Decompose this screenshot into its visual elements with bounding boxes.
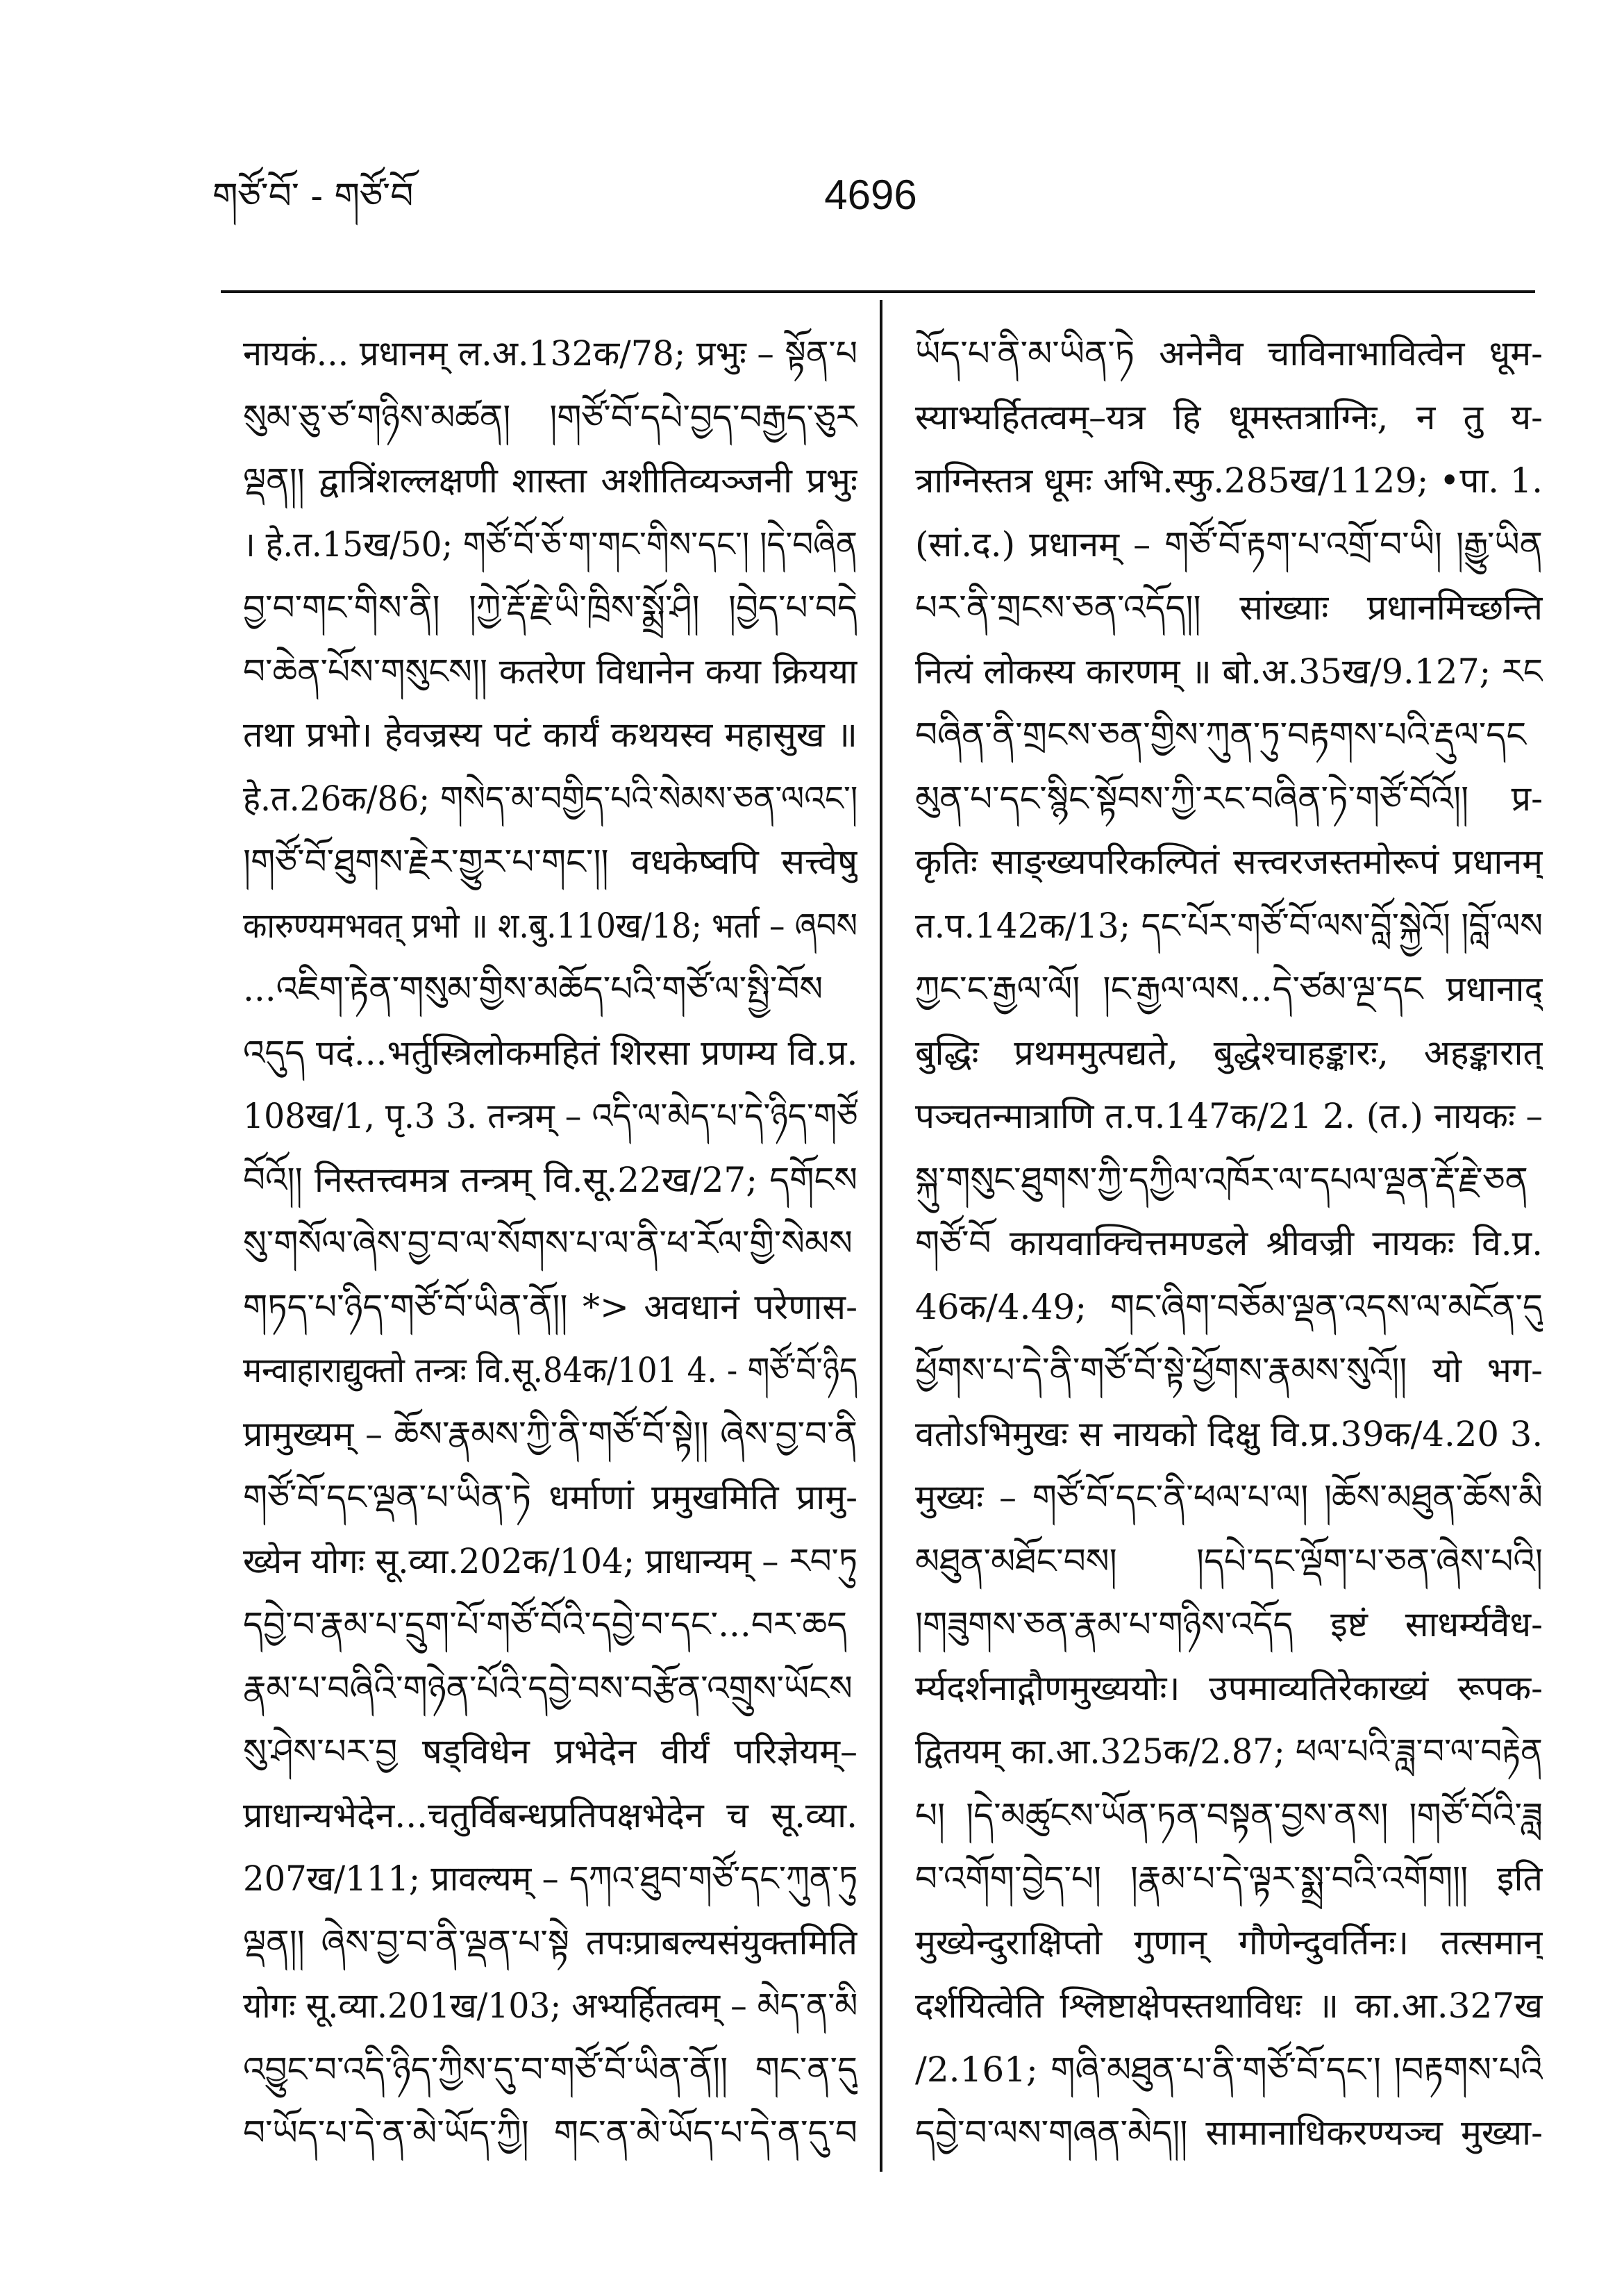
left-column-line: । हे.त.15ख/50; གཙོ་བོ་ཅོ་ག་གང་གིས་དང་། །དེ་བཞིན [243,524,857,565]
right-column-line: दर्शयित्वेति श्लिष्टाक्षेपस्तथाविधः ॥ का.आ.327ख [915,1986,1543,2026]
right-column-line: मुख्येन्दुराक्षिप्तो गुणान् गौणेन्दुवर्तिनः। तत्समान् [915,1922,1543,1963]
right-column-line: པ། །དེ་མཚུངས་ཡོན་ཏན་བསྟན་བྱས་ནས། །གཙོ་བོའི་ཟླ [915,1795,1543,1836]
right-column-line: द्वितयम् का.आ.325क/2.87; ཕལ་པའི་ཟླ་བ་ལ་བརྟེན [915,1731,1543,1772]
right-column-line: पञ्चतन्मात्राणि त.प.147क/21 2. (त.) नायकः – [915,1096,1543,1136]
left-column-line: तथा प्रभो। हेवज्रस्य पटं कार्यं कथयस्व महासुख ॥ [243,715,857,755]
running-head: གཙོ་བོ་ - གཙོ་བོ [212,176,414,217]
right-column-line: ཕྱོགས་པ་དེ་ནི་གཙོ་བོ་སྟེ་ཕྱོགས་རྣམས་སུའོ།། यो भग- [915,1350,1543,1390]
right-column-line: བ་འགོག་བྱེད་པ། །རྣམ་པ་དེ་ལྟར་སྨྲ་བའི་འགོག།། इति [915,1858,1543,1899]
left-column-line: हे.त.26क/86; གསེད་མ་བགྱིད་པའི་སེམས་ཅན་ལའང་། [243,778,857,819]
left-column-line: प्रामुख्यम् – ཆོས་རྣམས་ཀྱི་ནི་གཙོ་བོ་སྟེ།། ཞེས་བྱ་བ་ནི [243,1413,857,1454]
left-column-line: གཙོ་བོ་དང་ལྡན་པ་ཡིན་ཏེ धर्माणां प्रमुखमिति प्रामु- [243,1477,857,1517]
left-column-line: བ་ཆེན་པོས་གསུངས།། कतरेण विधानेन कया क्रियया [243,651,857,692]
left-column-line: སུམ་ཅུ་ཙ་གཉིས་མཚན། །གཙོ་བོ་དཔེ་བྱད་བརྒྱད་ཅུར [243,397,857,438]
left-column-line: ...འཇིག་རྟེན་གསུམ་གྱིས་མཆོད་པའི་གཙོ་ལ་སྤྱི་བོས [243,969,823,1009]
right-column-line: ཀྱང་ང་རྒྱལ་ལོ། །ང་རྒྱལ་ལས...དེ་ཙམ་ལྔ་དང प्रधानाद् [915,969,1543,1009]
left-column-line: སུ་ཤེས་པར་བྱ षड्विधेन प्रभेदेन वीर्यं परिज्ञेयम्– [243,1731,857,1772]
right-column-line: वतोऽभिमुखः स नायको दिक्षु वि.प्र.39क/4.20 3. [915,1413,1543,1454]
left-column-line: རྣམ་པ་བཞིའི་གཉེན་པོའི་དབྱེ་བས་བརྩོན་འགྲུས་ཡོངས [243,1668,853,1708]
right-column-line: स्याभ्यर्हितत्वम्–यत्र हि धूमस्तत्राग्निः, न तु य- [915,397,1543,438]
column-divider [880,300,882,2172]
left-column [243,322,857,2171]
right-column-line: ཡོད་པ་ནི་མ་ཡིན་ཏེ अनेनैव चाविनाभावित्वेन धूम- [915,333,1543,374]
left-column-line: །གཙོ་བོ་ཐུགས་རྗེར་གྱུར་པ་གང་།། वधकेष्वपि सत्त्वेषु [243,842,857,882]
left-column-line: 108ख/1, पृ.3 3. तन्त्रम् – འདི་ལ་མེད་པ་དེ་ཉིད་གཙོ [243,1096,857,1136]
right-column-line: बुद्धिः प्रथममुत्पद्यते, बुद्धेश्चाहङ्कारः, अहङ्कारात् [915,1032,1543,1073]
header-rule [221,290,1535,293]
right-column-line: त.प.142क/13; དང་པོར་གཙོ་བོ་ལས་བློ་སྐྱེའོ། །བློ་ལས [915,905,1543,946]
right-column-line: मुख्यः – གཙོ་བོ་དང་ནི་ཕལ་པ་ལ། །ཆོས་མཐུན་ཆོས་མི [915,1477,1543,1517]
right-column-line: སྐུ་གསུང་ཐུགས་ཀྱི་དཀྱིལ་འཁོར་ལ་དཔལ་ལྡན་རྡོ་རྗེ་ཅན [915,1159,1528,1200]
left-column-line: 207ख/111; प्रावल्यम् – དཀའ་ཐུབ་གཙོ་དང་ཀུན་ཏུ [243,1858,857,1899]
left-column-line: मन्वाहाराद्युक्तो तन्त्रः वि.सू.84क/101 4. - གཙོ་བོ་ཉིད [243,1350,857,1390]
right-column-line: /2.161; གཞི་མཐུན་པ་ནི་གཙོ་བོ་དང་། །བརྟགས་པའི [915,2049,1543,2090]
right-column-line: त्राग्निस्तत्र धूमः अभि.स्फु.285ख/1129; •पा. 1. [915,460,1543,501]
right-column-line: །གཟུགས་ཅན་རྣམ་པ་གཉིས་འདོད इष्टं साधर्म्यवैध- [915,1604,1543,1645]
right-column-line: མཐུན་མཐོང་བས། །དཔེ་དང་ལྡོག་པ་ཅན་ཞེས་པའི། [915,1540,1543,1581]
right-column-line: नित्यं लोकस्य कारणम् ॥ बो.अ.35ख/9.127; རང [915,651,1543,692]
right-column-line: 46क/4.49; གང་ཞིག་བཅོམ་ལྡན་འདས་ལ་མངོན་དུ [915,1286,1543,1327]
left-column-line: ལྡན།། ཞེས་བྱ་བ་ནི་ལྡན་པ་སྟེ तपःप्राबल्यसंयुक्तमिति [243,1922,857,1963]
right-column-line: (सां.द.) प्रधानम् – གཙོ་བོ་རྟག་པ་འགྲོ་བ་ཡི། །རྒྱུ་ཡིན [915,524,1543,565]
left-column-line: योगः सू.व्या.201ख/103; अभ्यर्हितत्वम् – མེད་ན་མི [243,1986,857,2026]
left-column-line: འབྱུང་བ་འདི་ཉིད་ཀྱིས་དུ་བ་གཙོ་བོ་ཡིན་ནོ།། གང་ན་དུ [243,2049,857,2090]
page-number: 4696 [824,172,917,218]
left-column-line: བ་ཡོད་པ་དེ་ན་མེ་ཡོད་ཀྱི། གང་ན་མེ་ཡོད་པ་དེ་ན་དུ་བ [243,2113,857,2153]
left-column-line: དབྱེ་བ་རྣམ་པ་དྲུག་པོ་གཙོ་བོའི་དབྱེ་བ་དང་...བར་ཆད [243,1604,848,1645]
right-column-line: གཙོ་བོ कायवाक्चित्तमण्डले श्रीवज्री नायकः वि.प्र. [915,1223,1543,1263]
left-column-line: སུ་གསོལ་ཞེས་བྱ་བ་ལ་སོགས་པ་ལ་ནི་ཕ་རོལ་གྱི་སེམས [243,1223,853,1263]
left-column-line: ལྡན།། द्वात्रिंशल्लक्षणी शास्ता अशीतिव्यञ्जनी प्रभुः [243,460,857,501]
left-column-line: प्राधान्यभेदेन...चतुर्विबन्धप्रतिपक्षभेदेन च सू.व्या. [243,1795,857,1836]
left-column-line: ख्येन योगः सू.व्या.202क/104; प्राधान्यम् – རབ་ཏུ [243,1540,857,1581]
right-column-line: བཞིན་ནི་གྲངས་ཅན་གྱིས་ཀུན་ཏུ་བརྟགས་པའི་རྡུལ་དང [915,715,1527,755]
left-column-line: གཏད་པ་ཉིད་གཙོ་བོ་ཡིན་ནོ།། *> अवधानं परेणास- [243,1286,857,1327]
right-column-line: མུན་པ་དང་སྙིང་སྟོབས་ཀྱི་རང་བཞིན་ཏེ་གཙོ་བོའོ།། प्र- [915,778,1543,819]
right-column-line: དབྱེ་བ་ལས་གཞན་མེད།། सामानाधिकरण्यञ्च मुख्या- [915,2113,1543,2153]
left-column-line: नायकं... प्रधानम् ल.अ.132क/78; प्रभुः – སྟོན་པ [243,333,857,374]
right-column-line: པར་ནི་གྲངས་ཅན་འདོད།། सांख्याः प्रधानमिच्छन्ति [915,588,1543,628]
left-column-line: བྱ་བ་གང་གིས་ནི། །ཀྱེ་རྡོ་རྗེ་ཡི་ཁྲིས་སྨྲོ་ཤི། །བྱེད་པ་བདེ [243,588,857,628]
right-column [915,322,1543,2171]
left-column-line: བོའོ།། निस्तत्त्वमत्र तन्त्रम् वि.सू.22ख/27; དགོངས [243,1159,857,1200]
left-column-line: कारुण्यमभवत् प्रभो ॥ श.बु.110ख/18; भर्ता – ཞབས [243,905,857,946]
left-column-line: འདུད पदं...भर्तुस्त्रिलोकमहितं शिरसा प्रणम्य वि.प्र. [243,1032,857,1073]
right-column-line: कृतिः साङ्ख्यपरिकल्पितं सत्त्वरजस्तमोरूपं प्रधानम् [915,842,1543,882]
right-column-line: र्म्यदर्शनाद्गौणमुख्ययोः। उपमाव्यतिरेकाख्यं रूपक- [915,1668,1543,1708]
